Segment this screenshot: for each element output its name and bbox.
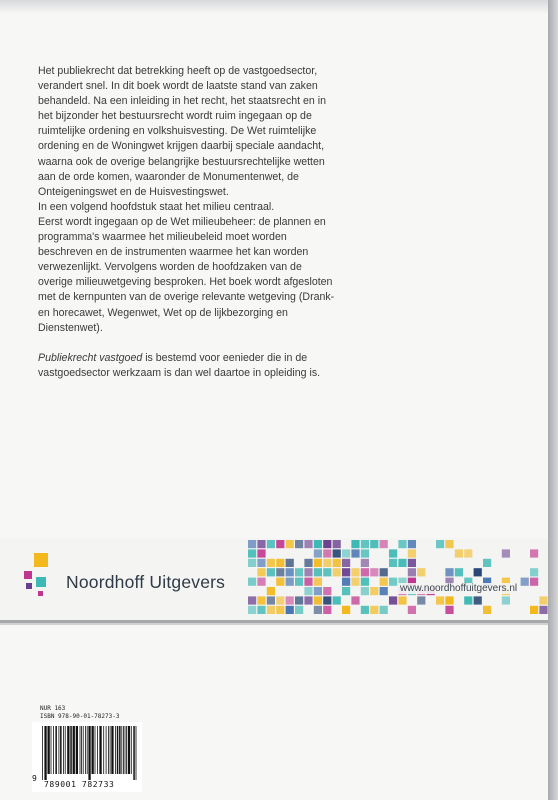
mosaic-tile — [323, 596, 331, 604]
mosaic-tile — [304, 559, 312, 567]
barcode-bar — [53, 726, 54, 774]
mosaic-tile — [436, 540, 444, 548]
mosaic-tile — [276, 540, 284, 548]
mosaic-tile — [257, 549, 265, 557]
mosaic-tile — [351, 578, 359, 586]
mosaic-tile — [248, 549, 256, 557]
barcode-bar — [123, 726, 124, 774]
blurb-text — [38, 64, 338, 381]
barcode-bar — [81, 726, 82, 774]
mosaic-tile — [417, 568, 425, 576]
barcode-bar — [76, 726, 78, 774]
mosaic-tile — [257, 606, 265, 614]
barcode-bar — [87, 726, 88, 774]
mosaic-tile — [333, 568, 341, 576]
barcode — [40, 726, 140, 780]
mosaic-tile — [304, 578, 312, 586]
barcode-bar — [92, 726, 94, 774]
mosaic-tile — [530, 606, 538, 614]
publisher-url[interactable]: www.noordhoffuitgevers.nl — [400, 583, 518, 594]
mosaic-tile — [464, 549, 472, 557]
mosaic-tile — [361, 578, 369, 586]
mosaic-tile — [361, 540, 369, 548]
mosaic-tile — [408, 568, 416, 576]
mosaic-tile — [286, 596, 294, 604]
mosaic-tile — [408, 549, 416, 557]
mosaic-tile — [370, 587, 378, 595]
mosaic-tile — [351, 596, 359, 604]
mosaic-tile — [267, 540, 275, 548]
mosaic-tile — [248, 559, 256, 567]
mosaic-tile — [276, 578, 284, 586]
barcode-bar — [97, 726, 98, 774]
mosaic-tile — [398, 596, 406, 604]
mosaic-tile — [314, 540, 322, 548]
mosaic-tile — [445, 606, 453, 614]
mosaic-tile — [408, 606, 416, 614]
mosaic-tile — [474, 568, 482, 576]
mosaic-tile — [295, 578, 303, 586]
mosaic-tile — [370, 540, 378, 548]
barcode-bar — [106, 726, 107, 774]
mosaic-tile — [267, 568, 275, 576]
barcode-bar — [44, 726, 46, 780]
mosaic-tile — [295, 540, 303, 548]
cover-top-shade — [0, 0, 548, 14]
mosaic-tile — [342, 549, 350, 557]
barcode-bar — [65, 726, 66, 774]
mosaic-tile — [257, 568, 265, 576]
blurb-closing-rest: is bestemd voor eenieder die in de vastgoedsector werkzaam is dan wel daartoe in opleiding is. — [38, 351, 321, 379]
mosaic-tile — [389, 559, 397, 567]
mosaic-tile — [380, 587, 388, 595]
mosaic-tile — [257, 559, 265, 567]
mosaic-tile — [380, 540, 388, 548]
mosaic-tile — [342, 606, 350, 614]
mosaic-tile — [314, 549, 322, 557]
mosaic-tile — [361, 587, 369, 595]
barcode-bar — [133, 726, 135, 780]
barcode-bar — [63, 726, 64, 774]
barcode-bar — [110, 726, 111, 774]
mosaic-tile — [361, 559, 369, 567]
blurb-paragraph-3: Eerst wordt ingegaan op de Wet milieubeheer: de plannen en programma's waarmee het milieubeleid moet worden beschreven en de instrumenten waarmee het kan worden verwezenlijkt. Vervolgens worden de hoofdzaken van de overige milieuwetgeving besproken. Het boek wordt afgesloten met de kernpunten van de overige relevante wetgeving (Drank- en horecawet, Wegenwet, Wet op de lijkbezorging en Dienstenwet). — [38, 215, 335, 334]
mosaic-tile — [455, 568, 463, 576]
barcode-bar — [119, 726, 121, 774]
page-edge — [548, 0, 558, 800]
barcode-bar — [48, 726, 50, 774]
mosaic-tile — [530, 578, 538, 586]
mosaic-tile — [286, 578, 294, 586]
mosaic-tile — [342, 578, 350, 586]
mosaic-tile — [323, 568, 331, 576]
barcode-bar — [95, 726, 96, 774]
mosaic-tile — [389, 549, 397, 557]
mosaic-tile — [314, 596, 322, 604]
mosaic-tile — [323, 559, 331, 567]
barcode-first-digit: 9 — [32, 774, 37, 783]
mosaic-tile — [380, 578, 388, 586]
mosaic-tile — [389, 596, 397, 604]
isbn-code: ISBN 978-90-01-78273-3 — [40, 713, 120, 720]
band-divider-shadow — [0, 623, 548, 625]
mosaic-tile — [323, 540, 331, 548]
mosaic-tile — [361, 606, 369, 614]
mosaic-tile — [445, 596, 453, 604]
mosaic-tile — [351, 568, 359, 576]
barcode-bar — [70, 726, 72, 774]
mosaic-tile — [248, 596, 256, 604]
mosaic-tile — [257, 540, 265, 548]
barcode-bar — [126, 726, 127, 774]
mosaic-tile — [304, 540, 312, 548]
mosaic-tile — [398, 559, 406, 567]
mosaic-tile — [342, 587, 350, 595]
mosaic-tile — [295, 568, 303, 576]
barcode-bar — [73, 726, 75, 774]
barcode-bar — [88, 726, 90, 780]
mosaic-tile — [257, 578, 265, 586]
mosaic-tile — [351, 540, 359, 548]
mosaic-tile — [295, 606, 303, 614]
mosaic-tile — [276, 568, 284, 576]
mosaic-tile — [295, 596, 303, 604]
mosaic-tile — [286, 568, 294, 576]
barcode-bar — [51, 726, 52, 774]
mosaic-tile — [361, 568, 369, 576]
barcode-bar — [108, 726, 109, 774]
barcode-bar — [99, 726, 101, 774]
mosaic-tile — [408, 540, 416, 548]
mosaic-tile — [398, 540, 406, 548]
mosaic-tile — [248, 578, 256, 586]
mosaic-tile — [333, 559, 341, 567]
mosaic-tile — [483, 559, 491, 567]
mosaic-tile — [276, 606, 284, 614]
mosaic-tile — [380, 606, 388, 614]
mosaic-tile — [333, 549, 341, 557]
mosaic-tile — [248, 540, 256, 548]
mosaic-tile — [370, 606, 378, 614]
mosaic-tile — [314, 578, 322, 586]
barcode-bar — [42, 726, 43, 780]
mosaic-tile — [521, 578, 529, 586]
barcode-bar — [111, 726, 113, 774]
barcode-bar — [59, 726, 60, 774]
mosaic-tile — [380, 568, 388, 576]
barcode-bar — [83, 726, 84, 774]
barcode-bar — [80, 726, 81, 774]
barcode-bar — [67, 726, 69, 774]
mosaic-tile — [389, 578, 397, 586]
mosaic-tile — [436, 596, 444, 604]
mosaic-tile — [502, 596, 510, 604]
mosaic-tile — [304, 587, 312, 595]
mosaic-tile — [267, 596, 275, 604]
mosaic-tile — [417, 596, 425, 604]
barcode-bar — [128, 726, 130, 774]
color-mosaic — [248, 540, 548, 616]
mosaic-tile — [248, 606, 256, 614]
barcode-bar — [55, 726, 57, 774]
mosaic-tile — [286, 559, 294, 567]
mosaic-tile — [267, 559, 275, 567]
mosaic-tile — [276, 559, 284, 567]
barcode-bar — [125, 726, 126, 774]
mosaic-tile — [502, 549, 510, 557]
barcode-bar — [117, 726, 119, 774]
barcode-bar — [115, 726, 116, 774]
mosaic-tile — [474, 596, 482, 604]
mosaic-tile — [445, 540, 453, 548]
mosaic-tile — [342, 568, 350, 576]
mosaic-tile — [314, 559, 322, 567]
mosaic-tile — [530, 549, 538, 557]
mosaic-tile — [483, 606, 491, 614]
mosaic-tile — [286, 606, 294, 614]
mosaic-tile — [530, 568, 538, 576]
barcode-bar — [85, 726, 86, 774]
barcode-bar — [131, 726, 132, 774]
mosaic-tile — [314, 606, 322, 614]
publisher-name: Noordhoff Uitgevers — [66, 572, 226, 592]
barcode-bar — [60, 726, 62, 774]
blurb-closing — [38, 351, 338, 381]
mosaic-tile — [539, 606, 547, 614]
blurb-paragraph-1: Het publiekrecht dat betrekking heeft op de vastgoedsector, verandert snel. In dit boek wordt de laatste stand van zaken behandeld. Na een inleiding in het recht, het staatsrecht en in het bijzonder het bestuursrecht wordt ruim ingegaan op de ruimtelijke ordening en volkshuisvesting. De Wet ruimtelijke ordening en de Woningwet krijgen daarbij speciale aandacht, waarna ook de overige belangrijke bestuursrechtelijke wetten aan de orde komen, waaronder de Monumentenwet, de Onteigeningswet en de Huisvestingswet. — [38, 65, 326, 198]
barcode-bar — [103, 726, 104, 774]
mosaic-tile — [361, 549, 369, 557]
mosaic-tile — [304, 596, 312, 604]
mosaic-tile — [370, 568, 378, 576]
book-title: Publiekrecht vastgoed — [38, 351, 143, 364]
mosaic-tile — [286, 540, 294, 548]
mosaic-tile — [333, 596, 341, 604]
mosaic-tile — [267, 587, 275, 595]
mosaic-tile — [455, 549, 463, 557]
nur-code: NUR 163 — [40, 705, 66, 712]
mosaic-tile — [257, 596, 265, 604]
mosaic-tile — [323, 587, 331, 595]
mosaic-tile — [539, 596, 547, 604]
blurb-paragraph-2: In een volgend hoofdstuk staat het milieu centraal. — [38, 200, 275, 213]
mosaic-tile — [342, 559, 350, 567]
mosaic-tile — [408, 559, 416, 567]
mosaic-tile — [323, 549, 331, 557]
barcode-digits: 789001 782733 — [44, 780, 115, 789]
mosaic-tile — [314, 587, 322, 595]
mosaic-tile — [276, 596, 284, 604]
mosaic-tile — [464, 596, 472, 604]
mosaic-tile — [333, 540, 341, 548]
mosaic-tile — [267, 606, 275, 614]
mosaic-tile — [304, 568, 312, 576]
mosaic-tile — [323, 606, 331, 614]
barcode-bar — [136, 726, 137, 780]
mosaic-tile — [314, 568, 322, 576]
mosaic-tile — [445, 568, 453, 576]
mosaic-tile — [351, 549, 359, 557]
barcode-bar — [121, 726, 122, 774]
